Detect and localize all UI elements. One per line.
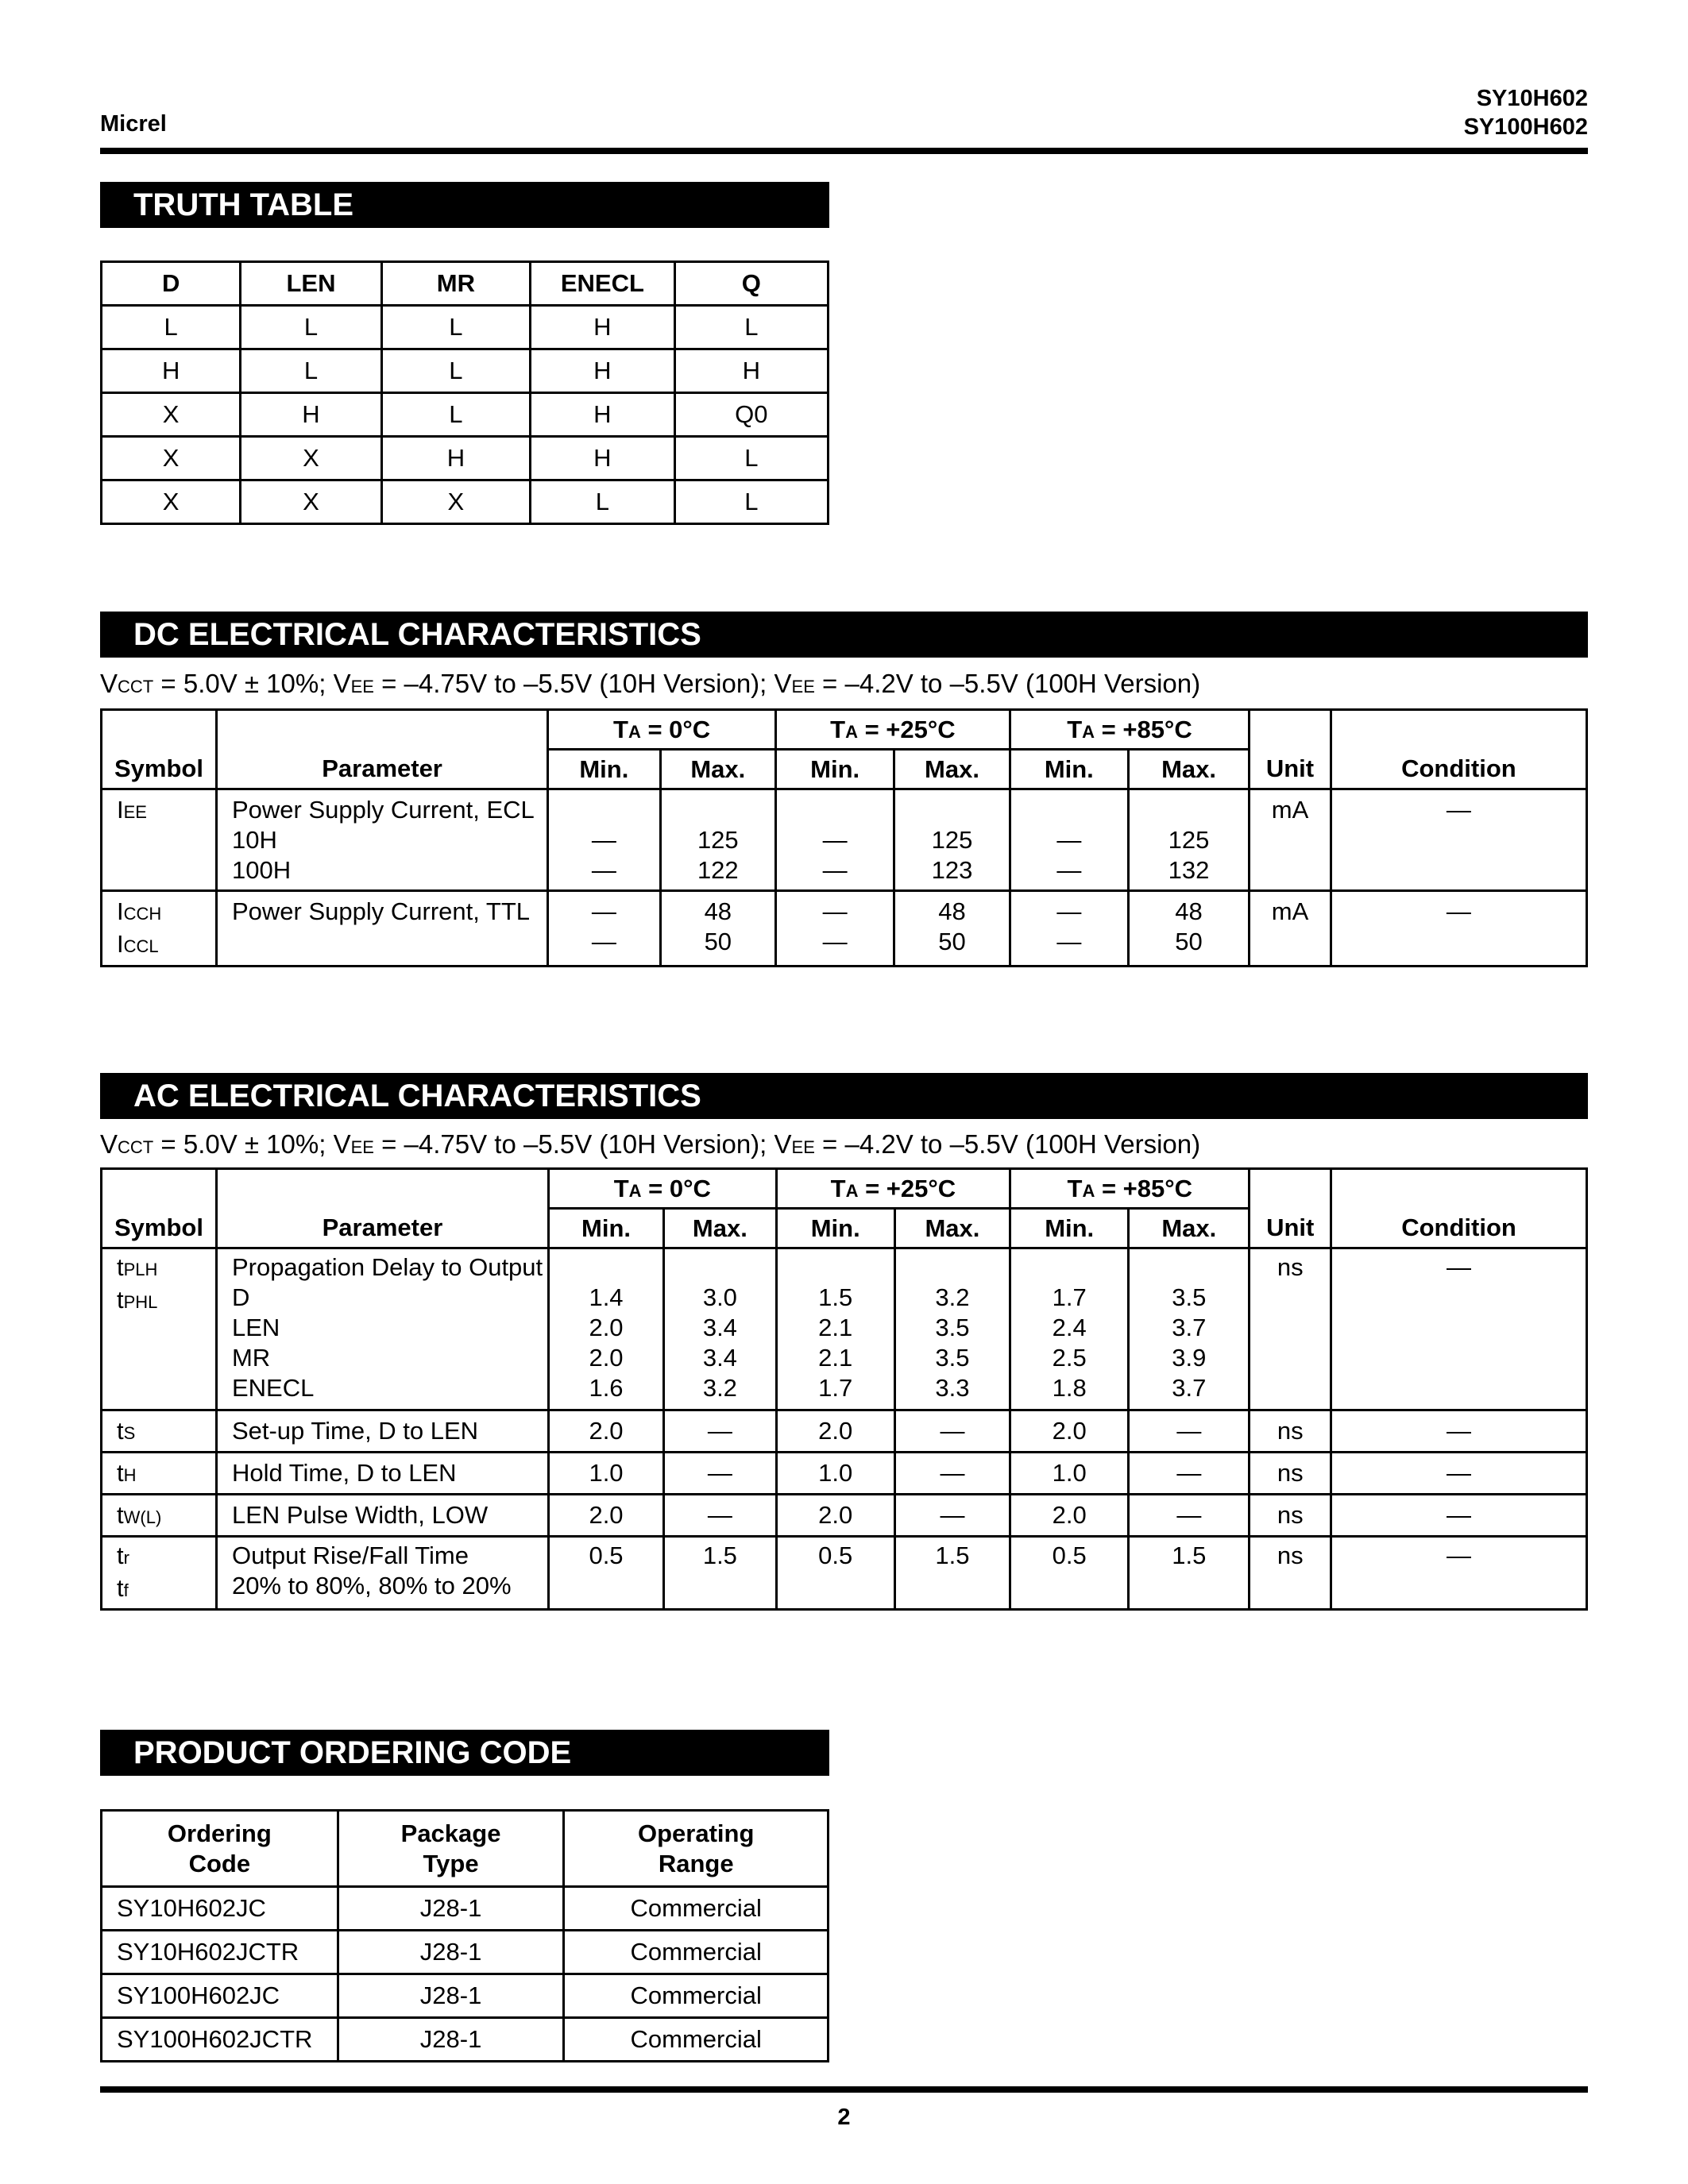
table-cell: — (664, 1410, 777, 1453)
table-cell: — (894, 1495, 1010, 1537)
table-cell: X (102, 437, 241, 480)
table-cell: 0.5 (776, 1537, 894, 1610)
table-cell: 1.5 (1129, 1537, 1250, 1610)
table-cell: 2.0 (548, 1410, 663, 1453)
table-cell: ns (1250, 1248, 1331, 1410)
ordering-col-range: Operating Range (564, 1811, 829, 1887)
table-row (102, 2018, 829, 2062)
table-cell: H (531, 437, 675, 480)
table-row (102, 1974, 829, 2018)
part-number-1: SY10H602 (1476, 86, 1588, 111)
truth-col-mr: MR (381, 262, 530, 306)
table-cell: — (894, 1453, 1010, 1495)
table-cell: — (664, 1453, 777, 1495)
dc-temp-0: TA = 0°C (548, 710, 776, 750)
table-row (102, 891, 1587, 967)
ac-unit-header: Unit (1250, 1169, 1331, 1248)
truth-col-enecl: ENECL (531, 262, 675, 306)
table-cell: H (531, 349, 675, 393)
table-cell: 3.0 3.4 3.4 3.2 (664, 1248, 777, 1410)
table-cell: Commercial (564, 2018, 829, 2062)
table-cell: SY100H602JCTR (102, 2018, 338, 2062)
table-cell: Output Rise/Fall Time 20% to 80%, 80% to 20% (216, 1537, 548, 1610)
table-row (102, 349, 829, 393)
dc-table (100, 708, 1588, 967)
ac-temp-85: TA = +85°C (1010, 1169, 1250, 1209)
table-cell: — (1331, 789, 1586, 891)
dc-max-header: Max. (1128, 750, 1249, 789)
dc-temp-25: TA = +25°C (776, 710, 1010, 750)
table-cell: — (1129, 1410, 1250, 1453)
dc-min-header: Min. (776, 750, 894, 789)
table-cell: 0.5 (1010, 1537, 1129, 1610)
table-cell: 1.7 2.4 2.5 1.8 (1010, 1248, 1129, 1410)
table-cell: — (1331, 1248, 1587, 1410)
table-cell: — — (548, 891, 660, 967)
table-cell: — (894, 1410, 1010, 1453)
table-cell: 1.5 (894, 1537, 1010, 1610)
table-row (102, 480, 829, 524)
part-number-2: SY100H602 (1463, 114, 1588, 140)
table-cell: 125 123 (894, 789, 1010, 891)
dc-banner: DC ELECTRICAL CHARACTERISTICS (100, 612, 1588, 658)
table-cell: J28-1 (338, 1974, 564, 2018)
table-cell: — — (1010, 891, 1128, 967)
table-cell: J28-1 (338, 1887, 564, 1931)
ac-temp-25: TA = +25°C (776, 1169, 1010, 1209)
table-cell: X (102, 393, 241, 437)
table-cell: L (674, 306, 828, 349)
truth-col-d: D (102, 262, 241, 306)
table-cell: J28-1 (338, 1931, 564, 1974)
table-cell: H (674, 349, 828, 393)
table-cell: 1.4 2.0 2.0 1.6 (548, 1248, 663, 1410)
table-cell: SY10H602JCTR (102, 1931, 338, 1974)
table-row (102, 789, 1587, 891)
table-cell: Power Supply Current, TTL (216, 891, 547, 967)
table-cell: X (102, 480, 241, 524)
dc-max-header: Max. (894, 750, 1010, 789)
table-cell: L (381, 393, 530, 437)
table-cell: 3.2 3.5 3.5 3.3 (894, 1248, 1010, 1410)
ordering-banner: PRODUCT ORDERING CODE (100, 1730, 829, 1776)
dc-min-header: Min. (1010, 750, 1128, 789)
table-cell: L (381, 306, 530, 349)
table-cell: Set-up Time, D to LEN (216, 1410, 548, 1453)
ac-table (100, 1167, 1588, 1611)
dc-conditions: VCCT = 5.0V ± 10%; VEE = –4.75V to –5.5V (10H Version); VEE = –4.2V to –5.5V (100H Version) (100, 669, 1201, 698)
table-cell: Power Supply Current, ECL 10H 100H (216, 789, 547, 891)
table-cell: L (674, 480, 828, 524)
ordering-col-code: Ordering Code (102, 1811, 338, 1887)
part-numbers (1464, 84, 1588, 141)
table-cell: 48 50 (660, 891, 776, 967)
ac-conditions: VCCT = 5.0V ± 10%; VEE = –4.75V to –5.5V (10H Version); VEE = –4.2V to –5.5V (100H Version) (100, 1129, 1201, 1159)
table-cell: 1.0 (776, 1453, 894, 1495)
dc-parameter-header: Parameter (216, 710, 547, 789)
table-cell: Commercial (564, 1974, 829, 2018)
table-cell: 1.0 (548, 1453, 663, 1495)
table-cell: ns (1250, 1410, 1331, 1453)
table-cell: 3.5 3.7 3.9 3.7 (1129, 1248, 1250, 1410)
table-cell: mA (1250, 789, 1331, 891)
table-cell: — (1331, 1537, 1587, 1610)
table-cell: 48 50 (894, 891, 1010, 967)
table-cell: SY100H602JC (102, 1974, 338, 2018)
table-cell: X (241, 480, 381, 524)
table-cell: IEE (102, 789, 217, 891)
table-row (102, 1453, 1587, 1495)
table-cell: tW(L) (102, 1495, 217, 1537)
dc-max-header: Max. (660, 750, 776, 789)
table-cell: ICCH ICCL (102, 891, 217, 967)
ac-min-header: Min. (1010, 1209, 1129, 1248)
table-cell: LEN Pulse Width, LOW (216, 1495, 548, 1537)
ac-condition-header: Condition (1331, 1169, 1587, 1248)
ac-max-header: Max. (894, 1209, 1010, 1248)
table-cell: — (1331, 1453, 1587, 1495)
table-cell: — — (776, 789, 894, 891)
truth-col-q: Q (674, 262, 828, 306)
table-row (102, 306, 829, 349)
ordering-table (100, 1809, 829, 2062)
table-cell: 1.5 (664, 1537, 777, 1610)
table-cell: L (674, 437, 828, 480)
table-cell: — (1129, 1495, 1250, 1537)
table-cell: tH (102, 1453, 217, 1495)
ac-symbol-header: Symbol (102, 1169, 217, 1248)
header-rule (100, 148, 1588, 154)
ac-min-header: Min. (776, 1209, 894, 1248)
table-cell: 2.0 (1010, 1410, 1129, 1453)
table-cell: ns (1250, 1495, 1331, 1537)
table-cell: ns (1250, 1453, 1331, 1495)
table-row (102, 1887, 829, 1931)
table-cell: — (664, 1495, 777, 1537)
truth-col-len: LEN (241, 262, 381, 306)
table-cell: H (381, 437, 530, 480)
table-cell: L (102, 306, 241, 349)
brand-name: Micrel (100, 111, 167, 137)
table-cell: 125 132 (1128, 789, 1249, 891)
table-cell: H (531, 306, 675, 349)
table-cell: 125 122 (660, 789, 776, 891)
table-cell: Q0 (674, 393, 828, 437)
table-cell: X (381, 480, 530, 524)
ac-max-header: Max. (1129, 1209, 1250, 1248)
ordering-header-row (102, 1811, 829, 1887)
dc-unit-header: Unit (1250, 710, 1331, 789)
table-row (102, 1537, 1587, 1610)
truth-header-row (102, 262, 829, 306)
table-cell: 1.5 2.1 2.1 1.7 (776, 1248, 894, 1410)
table-cell: L (381, 349, 530, 393)
table-cell: Commercial (564, 1887, 829, 1931)
ac-banner: AC ELECTRICAL CHARACTERISTICS (100, 1073, 1588, 1119)
table-cell: H (102, 349, 241, 393)
ac-min-header: Min. (548, 1209, 663, 1248)
table-row (102, 437, 829, 480)
table-cell: — (1331, 1495, 1587, 1537)
table-cell: Propagation Delay to Output D LEN MR ENECL (216, 1248, 548, 1410)
table-cell: H (531, 393, 675, 437)
ac-max-header: Max. (664, 1209, 777, 1248)
truth-table-banner: TRUTH TABLE (100, 182, 829, 228)
table-cell: — — (776, 891, 894, 967)
table-cell: 1.0 (1010, 1453, 1129, 1495)
dc-temp-85: TA = +85°C (1010, 710, 1249, 750)
table-cell: Hold Time, D to LEN (216, 1453, 548, 1495)
table-cell: 0.5 (548, 1537, 663, 1610)
table-cell: tS (102, 1410, 217, 1453)
dc-min-header: Min. (548, 750, 660, 789)
table-row (102, 1495, 1587, 1537)
table-row (102, 1931, 829, 1974)
table-cell: 2.0 (776, 1495, 894, 1537)
table-cell: X (241, 437, 381, 480)
table-cell: Commercial (564, 1931, 829, 1974)
table-cell: — (1331, 891, 1586, 967)
table-cell: L (241, 349, 381, 393)
table-cell: — — (1010, 789, 1128, 891)
table-cell: — (1129, 1453, 1250, 1495)
table-cell: 2.0 (776, 1410, 894, 1453)
table-cell: tPLH tPHL (102, 1248, 217, 1410)
dc-condition-header: Condition (1331, 710, 1586, 789)
dc-symbol-header: Symbol (102, 710, 217, 789)
table-cell: mA (1250, 891, 1331, 967)
table-cell: 2.0 (548, 1495, 663, 1537)
table-cell: H (241, 393, 381, 437)
table-cell: SY10H602JC (102, 1887, 338, 1931)
table-cell: L (241, 306, 381, 349)
table-cell: L (531, 480, 675, 524)
ac-temp-0: TA = 0°C (548, 1169, 776, 1209)
page-number: 2 (837, 2105, 851, 2130)
table-row (102, 1410, 1587, 1453)
table-row (102, 393, 829, 437)
table-cell: 48 50 (1128, 891, 1249, 967)
table-cell: — (1331, 1410, 1587, 1453)
table-cell: 2.0 (1010, 1495, 1129, 1537)
table-cell: — — (548, 789, 660, 891)
table-cell: J28-1 (338, 2018, 564, 2062)
truth-table (100, 260, 829, 525)
table-cell: tr tf (102, 1537, 217, 1610)
ac-parameter-header: Parameter (216, 1169, 548, 1248)
footer-rule (100, 2086, 1588, 2093)
table-row (102, 1248, 1587, 1410)
ordering-col-package: Package Type (338, 1811, 564, 1887)
table-cell: ns (1250, 1537, 1331, 1610)
